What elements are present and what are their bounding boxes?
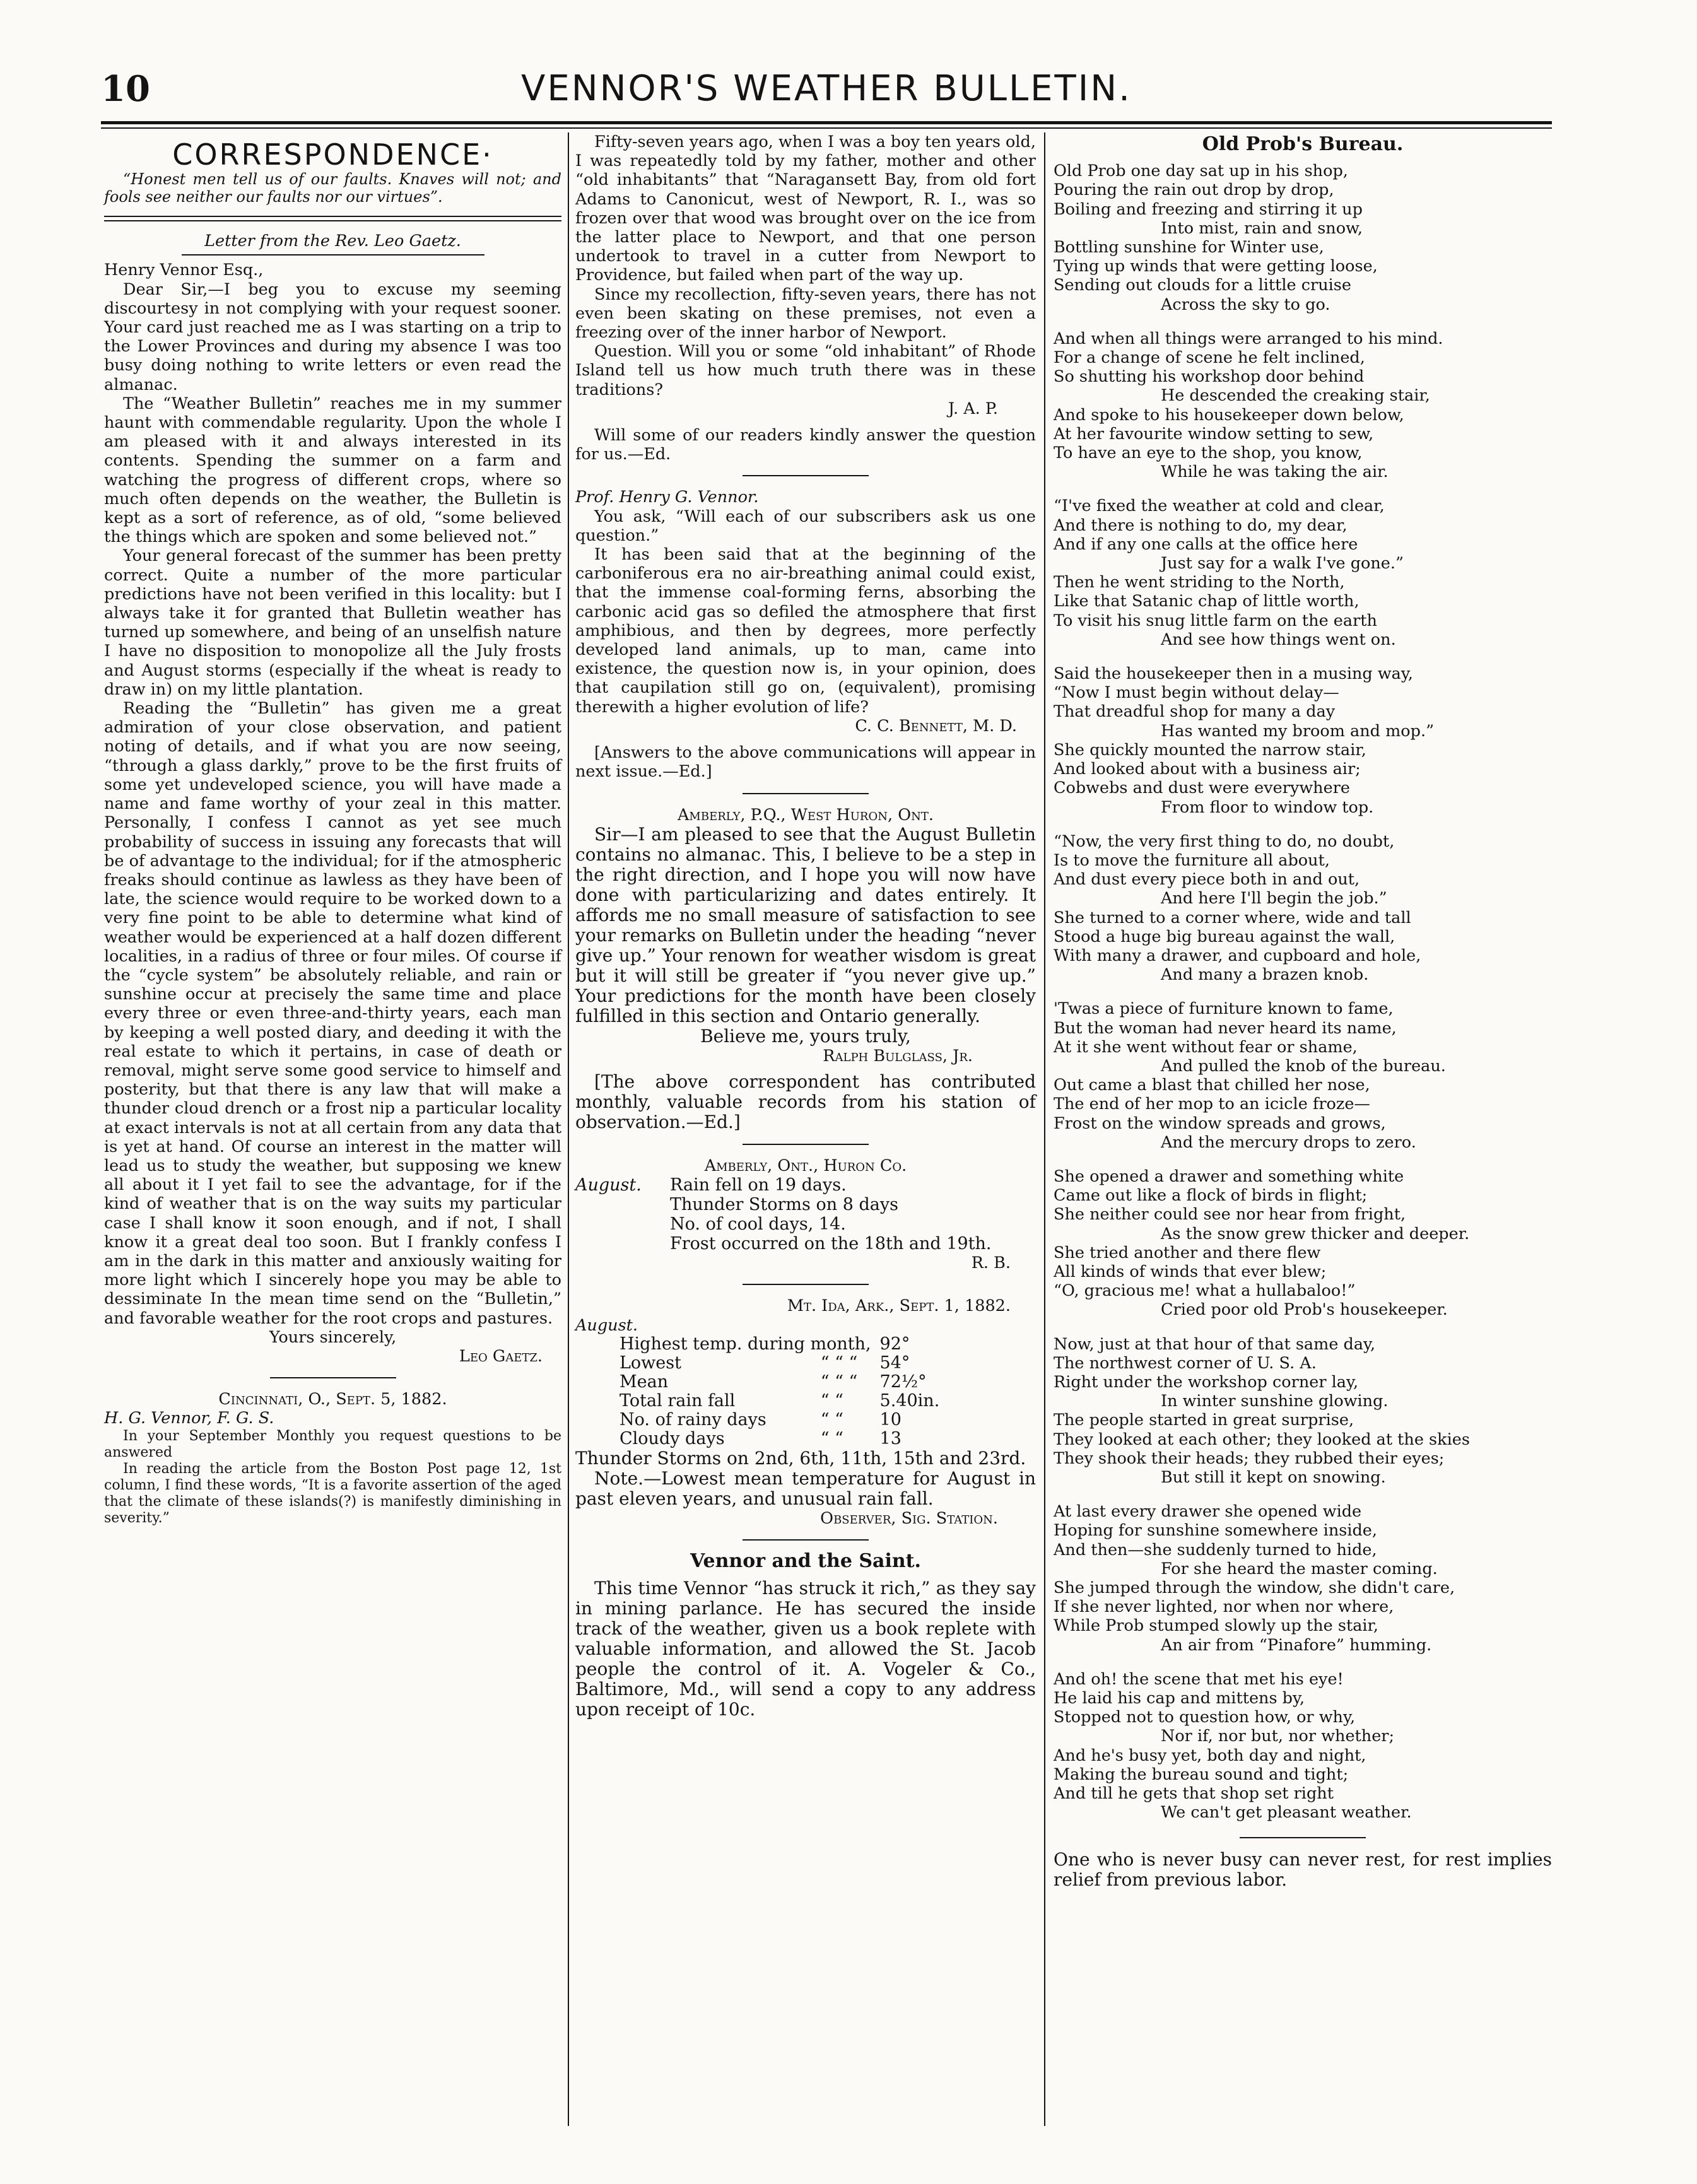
poem-line: Stopped not to question how, or why,	[1054, 1708, 1356, 1727]
divider	[743, 1284, 869, 1285]
poem-line: All kinds of winds that ever blew;	[1054, 1262, 1327, 1281]
poem-stanza	[1054, 664, 1552, 817]
poem-line: Into mist, rain and snow,	[1161, 218, 1363, 238]
page-header	[101, 68, 1552, 119]
paragraph: In your September Monthly you request questions to be answered	[104, 1428, 561, 1460]
poem-line: To have an eye to the shop, you know,	[1054, 443, 1363, 463]
signature: Leo Gaetz.	[459, 1346, 543, 1366]
poem-line: Right under the workshop corner lay,	[1054, 1372, 1359, 1392]
poem-line: And oh! the scene that met his eye!	[1054, 1669, 1344, 1689]
record-line: Frost occurred on the 18th and 19th.	[670, 1234, 992, 1254]
table-cell: Lowest	[619, 1353, 681, 1373]
poem-line: And spoke to his housekeeper down below,	[1054, 405, 1404, 425]
paragraph: Sir—I am pleased to see that the August Bulletin contains no almanac. This, I believe to be a step in the right direction, and I hope you will now have done with particularizing and dates entirely. It affords me no small measure of satisfaction to see your remarks on Bulletin under the heading “never give up.” Your renown for weather wisdom is great but it will still be greater if “you never give up.” Your predictions for the month have been closely fulfilled in this section and Ontario generally.	[575, 823, 1036, 1026]
paragraph: Thunder Storms on 2nd, 6th, 11th, 15th and 23rd.	[575, 1447, 1026, 1469]
divider	[743, 793, 869, 794]
paragraph: Dear Sir,—I beg you to excuse my seeming discourtesy in not complying with your request sooner. Your card just reached me as I was starting on a trip to the Lower Provinces and during my absence I was too busy doing nothing to write letters or even read the almanac.	[104, 279, 561, 394]
poem-line: For she heard the master coming.	[1161, 1559, 1438, 1578]
table-cell: Cloudy days	[619, 1428, 725, 1448]
poem-line: Nor if, nor but, nor whether;	[1161, 1727, 1395, 1746]
poem-line: “Now, the very first thing to do, no doubt,	[1054, 831, 1395, 851]
table-row	[619, 1373, 948, 1392]
poem-line: But still it kept on snowing.	[1161, 1468, 1386, 1487]
poem-line: Boiling and freezing and stirring it up	[1054, 199, 1363, 219]
divider	[743, 1539, 869, 1541]
signature: Observer, Sig. Station.	[820, 1508, 998, 1528]
table-cell: 92°	[879, 1334, 910, 1354]
poem-line: She quickly mounted the narrow stair,	[1054, 740, 1366, 760]
poem-line: He laid his cap and mittens by,	[1054, 1689, 1305, 1708]
poem-line: Frost on the window spreads and grows,	[1054, 1113, 1386, 1133]
paragraph: The “Weather Bulletin” reaches me in my summer haunt with commendable regularity. Upon the whole I am pleased with it and always interested in its contents. Spending the summer on a farm and watching the progress of different crops, where so much often depends on the weather, the Bulletin is kept as a sort of reference, as of old, “some believed the things which are spoken and some believed not.”	[104, 394, 561, 547]
poem-line: And he's busy yet, both day and night,	[1054, 1746, 1366, 1765]
page-title: VENNOR'S WEATHER BULLETIN.	[521, 68, 1132, 109]
poem-stanza	[1054, 496, 1552, 649]
column-rule	[1044, 132, 1045, 2126]
dateline: Amberly, Ont., Huron Co.	[704, 1156, 907, 1175]
poem-line: The northwest corner of U. S. A.	[1054, 1353, 1317, 1373]
poem-line: And when all things were arranged to his mind.	[1054, 329, 1443, 348]
poem-line: Said the housekeeper then in a musing way,	[1054, 664, 1413, 684]
poem-line: “I've fixed the weather at cold and clear,	[1054, 496, 1385, 516]
poem-line: Cried poor old Prob's housekeeper.	[1161, 1300, 1448, 1320]
poem-line: And the mercury drops to zero.	[1161, 1132, 1416, 1152]
column-poem	[1054, 132, 1552, 1890]
poem-stanza	[1054, 1335, 1552, 1488]
poem-line: Tying up winds that were getting loose,	[1054, 257, 1378, 276]
table-cell: 54°	[879, 1353, 910, 1373]
divider	[270, 1377, 396, 1378]
poem-line: And till he gets that shop set right	[1054, 1784, 1334, 1804]
table-cell: 13	[879, 1428, 901, 1448]
table-cell: “ “ “	[820, 1353, 858, 1373]
poem-line: She jumped through the window, she didn't care,	[1054, 1578, 1455, 1598]
poem-line: And pulled the knob of the bureau.	[1161, 1056, 1446, 1076]
poem-line: Old Prob one day sat up in his shop,	[1054, 161, 1348, 181]
column-rule	[568, 132, 569, 2126]
table-cell: Mean	[619, 1371, 669, 1392]
salutation: Henry Vennor Esq.,	[104, 261, 264, 280]
poem-line: She opened a drawer and something white	[1054, 1166, 1404, 1186]
poem-line: In winter sunshine glowing.	[1161, 1392, 1389, 1411]
poem-line: “Now I must begin without delay—	[1054, 683, 1339, 703]
record-line: Rain fell on 19 days.	[670, 1175, 847, 1195]
letter-close: Believe me, yours truly,	[700, 1025, 911, 1047]
paragraph: Note.—Lowest mean temperature for August in past eleven years, and unusual rain fall.	[575, 1467, 1036, 1509]
signature: J. A. P.	[948, 399, 998, 418]
poem-line: She turned to a corner where, wide and tall	[1054, 908, 1411, 927]
poem-line: For a change of scene he felt inclined,	[1054, 348, 1365, 368]
paragraph: Will some of our readers kindly answer the question for us.—Ed.	[575, 426, 1036, 464]
table-cell: Highest temp. during month,	[619, 1334, 871, 1354]
table-cell: 10	[879, 1409, 901, 1430]
salutation: H. G. Vennor, F. G. S.	[104, 1409, 274, 1428]
table-cell: “ “	[820, 1409, 843, 1430]
poem-stanza	[1054, 1670, 1552, 1823]
poem-line: But the woman had never heard its name,	[1054, 1018, 1397, 1038]
poem-line: With many a drawer, and cupboard and hole,	[1054, 946, 1421, 965]
record-line: Thunder Storms on 8 days	[670, 1195, 898, 1215]
poem-line: That dreadful shop for many a day	[1054, 702, 1336, 722]
section-heading: CORRESPONDENCE·	[172, 138, 493, 172]
table-cell: “ “	[820, 1390, 843, 1411]
letter-close: Yours sincerely,	[269, 1327, 397, 1347]
poem-line: Now, just at that hour of that same day,	[1054, 1334, 1376, 1354]
poem-line: She neither could see nor hear from fright,	[1054, 1205, 1406, 1224]
poem-line: At her favourite window setting to sew,	[1054, 424, 1374, 443]
poem-line: So shutting his workshop door behind	[1054, 367, 1365, 387]
poem-line: Just say for a walk I've gone.”	[1161, 554, 1404, 573]
poem-stanza	[1054, 1502, 1552, 1655]
table-cell: “ “	[820, 1428, 843, 1448]
poem-line: The people started in great surprise,	[1054, 1411, 1354, 1430]
poem-line: Bottling sunshine for Winter use,	[1054, 238, 1324, 257]
closing-paragraph: One who is never busy can never rest, for rest implies relief from previous labor.	[1054, 1849, 1552, 1891]
header-rule-thin	[101, 127, 1552, 129]
letter-source: Letter from the Rev. Leo Gaetz.	[204, 232, 461, 251]
poem-line: Making the bureau sound and tight;	[1054, 1764, 1349, 1784]
poem-line: Stood a huge big bureau against the wall,	[1054, 927, 1395, 946]
paragraph: Your general forecast of the summer has been pretty correct. Quite a number of the more particular predictions have not been verified in this locality: but I always take it for granted that Bulletin weather has turned up somewhere, and being of an unselfish nature I have no disposition to monopolize all the July frosts and August storms (especially if the wheat is ready to draw in) on my little plantation.	[104, 546, 561, 699]
record-lines	[670, 1175, 991, 1253]
poem-stanza	[1054, 161, 1552, 314]
poem-stanza	[1054, 832, 1552, 985]
column-correspondence	[104, 132, 561, 1527]
poem-line: And many a brazen knob.	[1161, 965, 1369, 985]
paragraph: You ask, “Will each of our subscribers ask us one question.”	[575, 507, 1036, 545]
table-cell: 5.40in.	[879, 1390, 940, 1411]
table-row	[619, 1411, 948, 1430]
poem-line: And if any one calls at the office here	[1054, 534, 1358, 554]
table-row	[619, 1430, 948, 1448]
divider	[182, 254, 484, 255]
divider	[104, 216, 561, 221]
poem-line: And see how things went on.	[1161, 630, 1396, 649]
poem-line: And then—she suddenly turned to hide,	[1054, 1540, 1377, 1559]
poem-stanza	[1054, 329, 1552, 482]
poem-line: Then he went striding to the North,	[1054, 573, 1345, 592]
paragraph: It has been said that at the beginning of the carboniferous era no air-breathing animal could exist, that the immense coal-forming ferns, absorbing the carbonic acid gas so defiled the atmosphere that first amphibious, and then by degrees, more perfectly developed land animals, up to man, came into existence, the question now is, in your opinion, does that caupilation still go on, (equivalent), promising therewith a higher evolution of life?	[575, 545, 1036, 717]
poem-stanza	[1054, 1167, 1552, 1320]
poem-line: “O, gracious me! what a hullabaloo!”	[1054, 1281, 1356, 1301]
record-month: August.	[575, 1315, 638, 1335]
weather-record	[575, 1175, 1036, 1253]
signature: Ralph Bulglass, Jr.	[823, 1046, 973, 1066]
paragraph: In reading the article from the Boston Post page 12, 1st column, I find these words, “It is a favorite assertion of the aged that the climate of these islands(?) is manifestly diminishing in severity.”	[104, 1460, 561, 1526]
poem-line: Has wanted my broom and mop.”	[1161, 721, 1435, 741]
poem-line: And here I'll begin the job.”	[1161, 889, 1387, 908]
poem-line: At it she went without fear or shame,	[1054, 1037, 1358, 1057]
poem-line: She tried another and there flew	[1054, 1243, 1321, 1262]
poem-line: Pouring the rain out drop by drop,	[1054, 180, 1334, 200]
poem-line: Came out like a flock of birds in flight;	[1054, 1186, 1368, 1206]
record-month: August.	[575, 1175, 642, 1195]
column-letters	[575, 132, 1036, 1720]
dateline: Cincinnati, O., Sept. 5, 1882.	[218, 1390, 447, 1409]
table-row	[619, 1335, 948, 1354]
poem-line: Hoping for sunshine somewhere inside,	[1054, 1521, 1378, 1541]
table-cell: No. of rainy days	[619, 1409, 766, 1430]
paragraph: Fifty-seven years ago, when I was a boy ten years old, I was repeatedly told by my father, mother and other “old inhabitants” that “Naragansett Bay, from old fort Adams to Canonicut, west of Newport, R. I., was so frozen over that wood was brought over on the ice from the latter place to Newport, and that one person undertook to travel in a cutter from Newport to Providence, but failed when part of the way up.	[575, 132, 1036, 285]
poem-line: As the snow grew thicker and deeper.	[1161, 1224, 1470, 1243]
dateline: Mt. Ida, Ark., Sept. 1, 1882.	[787, 1296, 1011, 1316]
section-heading: Vennor and the Saint.	[690, 1549, 921, 1572]
poem-line: To visit his snug little farm on the earth	[1054, 611, 1377, 630]
paragraph: Question. Will you or some “old inhabitant” of Rhode Island tell us how much truth there was in these traditions?	[575, 342, 1036, 399]
table-row	[619, 1392, 948, 1411]
poem-line: If she never lighted, nor when nor where,	[1054, 1597, 1394, 1617]
poem-line: 'Twas a piece of furniture known to fame,	[1054, 999, 1394, 1019]
poem-line: Like that Satanic chap of little worth,	[1054, 592, 1359, 611]
record-line: No. of cool days, 14.	[670, 1214, 846, 1235]
poem-line: Sending out clouds for a little cruise	[1054, 276, 1351, 295]
poem-line: Out came a blast that chilled her nose,	[1054, 1076, 1370, 1095]
poem-line: From floor to window top.	[1161, 797, 1374, 817]
poem-line: Cobwebs and dust were everywhere	[1054, 778, 1350, 798]
table-cell: Total rain fall	[619, 1390, 736, 1411]
poem-line: While Prob stumped slowly up the stair,	[1054, 1616, 1379, 1636]
editor-note: [The above correspondent has contributed monthly, valuable records from his station of observation.—Ed.]	[575, 1071, 1036, 1132]
poem-line: And dust every piece both in and out,	[1054, 870, 1360, 889]
poem-line: The end of her mop to an icicle froze—	[1054, 1095, 1370, 1114]
page-number: 10	[101, 68, 150, 110]
poem-line: Across the sky to go.	[1161, 295, 1330, 314]
poem-line: While he was taking the air.	[1161, 462, 1389, 482]
poem-stanza	[1054, 999, 1552, 1152]
paragraph: Reading the “Bulletin” has given me a great admiration of your close observation, and patient noting of details, and if what you are now seeing, “through a glass darkly,” prove to be the first fruits of some yet undeveloped science, you will have made a name and fame worthy of your zeal in this matter. Personally, I confess I cannot as yet see much probability of success in issuing any forecasts that will be of advantage to the individual; for if the atmospheric freaks should continue as lawless as they have been of late, the science would require to be worked down to a very fine point to be able to determine what kind of weather would be experienced at a half dozen different localities, in a radius of three or four miles. Of course if the “cycle system” be absolutely reliable, and rain or sunshine occur at precisely the same time and place every three or even three-and-thirty years, each man by keeping a well posted diary, and deeding it with the real estate to which it pertains, in case of death or removal, might serve some good service to himself and posterity, but that there is any law that will make a thunder cloud drench or a frost nip a particular locality at exact intervals is not at all certain from any data that is yet at hand. Of course an interest in the matter will lead us to study the weather, but supposing we knew all about it I yet fail to see the advantage, for if the kind of weather that is on the way suits my particular case I shall know it soon enough, and if not, I shall know it a great deal too soon. But I frankly confess I am in the dark in this matter and anxiously waiting for more light which I sincerely hope you may be able to dessiminate In the mean time send on the “Bulletin,” and favorable weather for the root crops and pastures.	[104, 699, 561, 1328]
poem-title: Old Prob's Bureau.	[1202, 133, 1404, 155]
poem-line: They shook their heads; they rubbed their eyes;	[1054, 1448, 1445, 1468]
paragraph: Since my recollection, fifty-seven years, there has not even been skating on these premises, not even a freezing over of the inner harbor of Newport.	[575, 285, 1036, 343]
signature: C. C. Bennett, M. D.	[855, 716, 1017, 736]
editor-note: [Answers to the above communications will appear in next issue.—Ed.]	[575, 743, 1036, 782]
salutation: Prof. Henry G. Vennor.	[575, 488, 759, 507]
divider	[743, 475, 869, 476]
motto: “Honest men tell us of our faults. Knaves will not; and fools see neither our faults nor our virtues”.	[104, 170, 561, 206]
signature: R. B.	[971, 1253, 1011, 1273]
poem-line: And looked about with a business air;	[1054, 760, 1361, 779]
poem-line: Is to move the furniture all about,	[1054, 850, 1330, 870]
poem-line: At last every drawer she opened wide	[1054, 1502, 1362, 1522]
poem-line: He descended the creaking stair,	[1161, 386, 1430, 406]
poem-line: And there is nothing to do, my dear,	[1054, 515, 1348, 535]
paragraph: This time Vennor “has struck it rich,” as they say in mining parlance. He has secured the inside track of the weather, given us a book replete with valuable information, and allowed the St. Jacob people the control of it. A. Vogeler & Co., Baltimore, Md., will send a copy to any address upon receipt of 10c.	[575, 1578, 1036, 1720]
divider	[1240, 1837, 1366, 1838]
temperature-table	[619, 1335, 948, 1448]
table-cell: “ “ “	[820, 1371, 858, 1392]
poem	[1054, 161, 1552, 1822]
table-row	[619, 1354, 948, 1373]
header-rule	[101, 121, 1552, 124]
table-cell: 72½°	[879, 1371, 927, 1392]
poem-line: An air from “Pinafore” humming.	[1161, 1635, 1432, 1655]
poem-line: We can't get pleasant weather.	[1161, 1803, 1412, 1823]
divider	[743, 1144, 869, 1145]
poem-line: They looked at each other; they looked at the skies	[1054, 1430, 1470, 1449]
dateline: Amberly, P.Q., West Huron, Ont.	[678, 805, 934, 825]
